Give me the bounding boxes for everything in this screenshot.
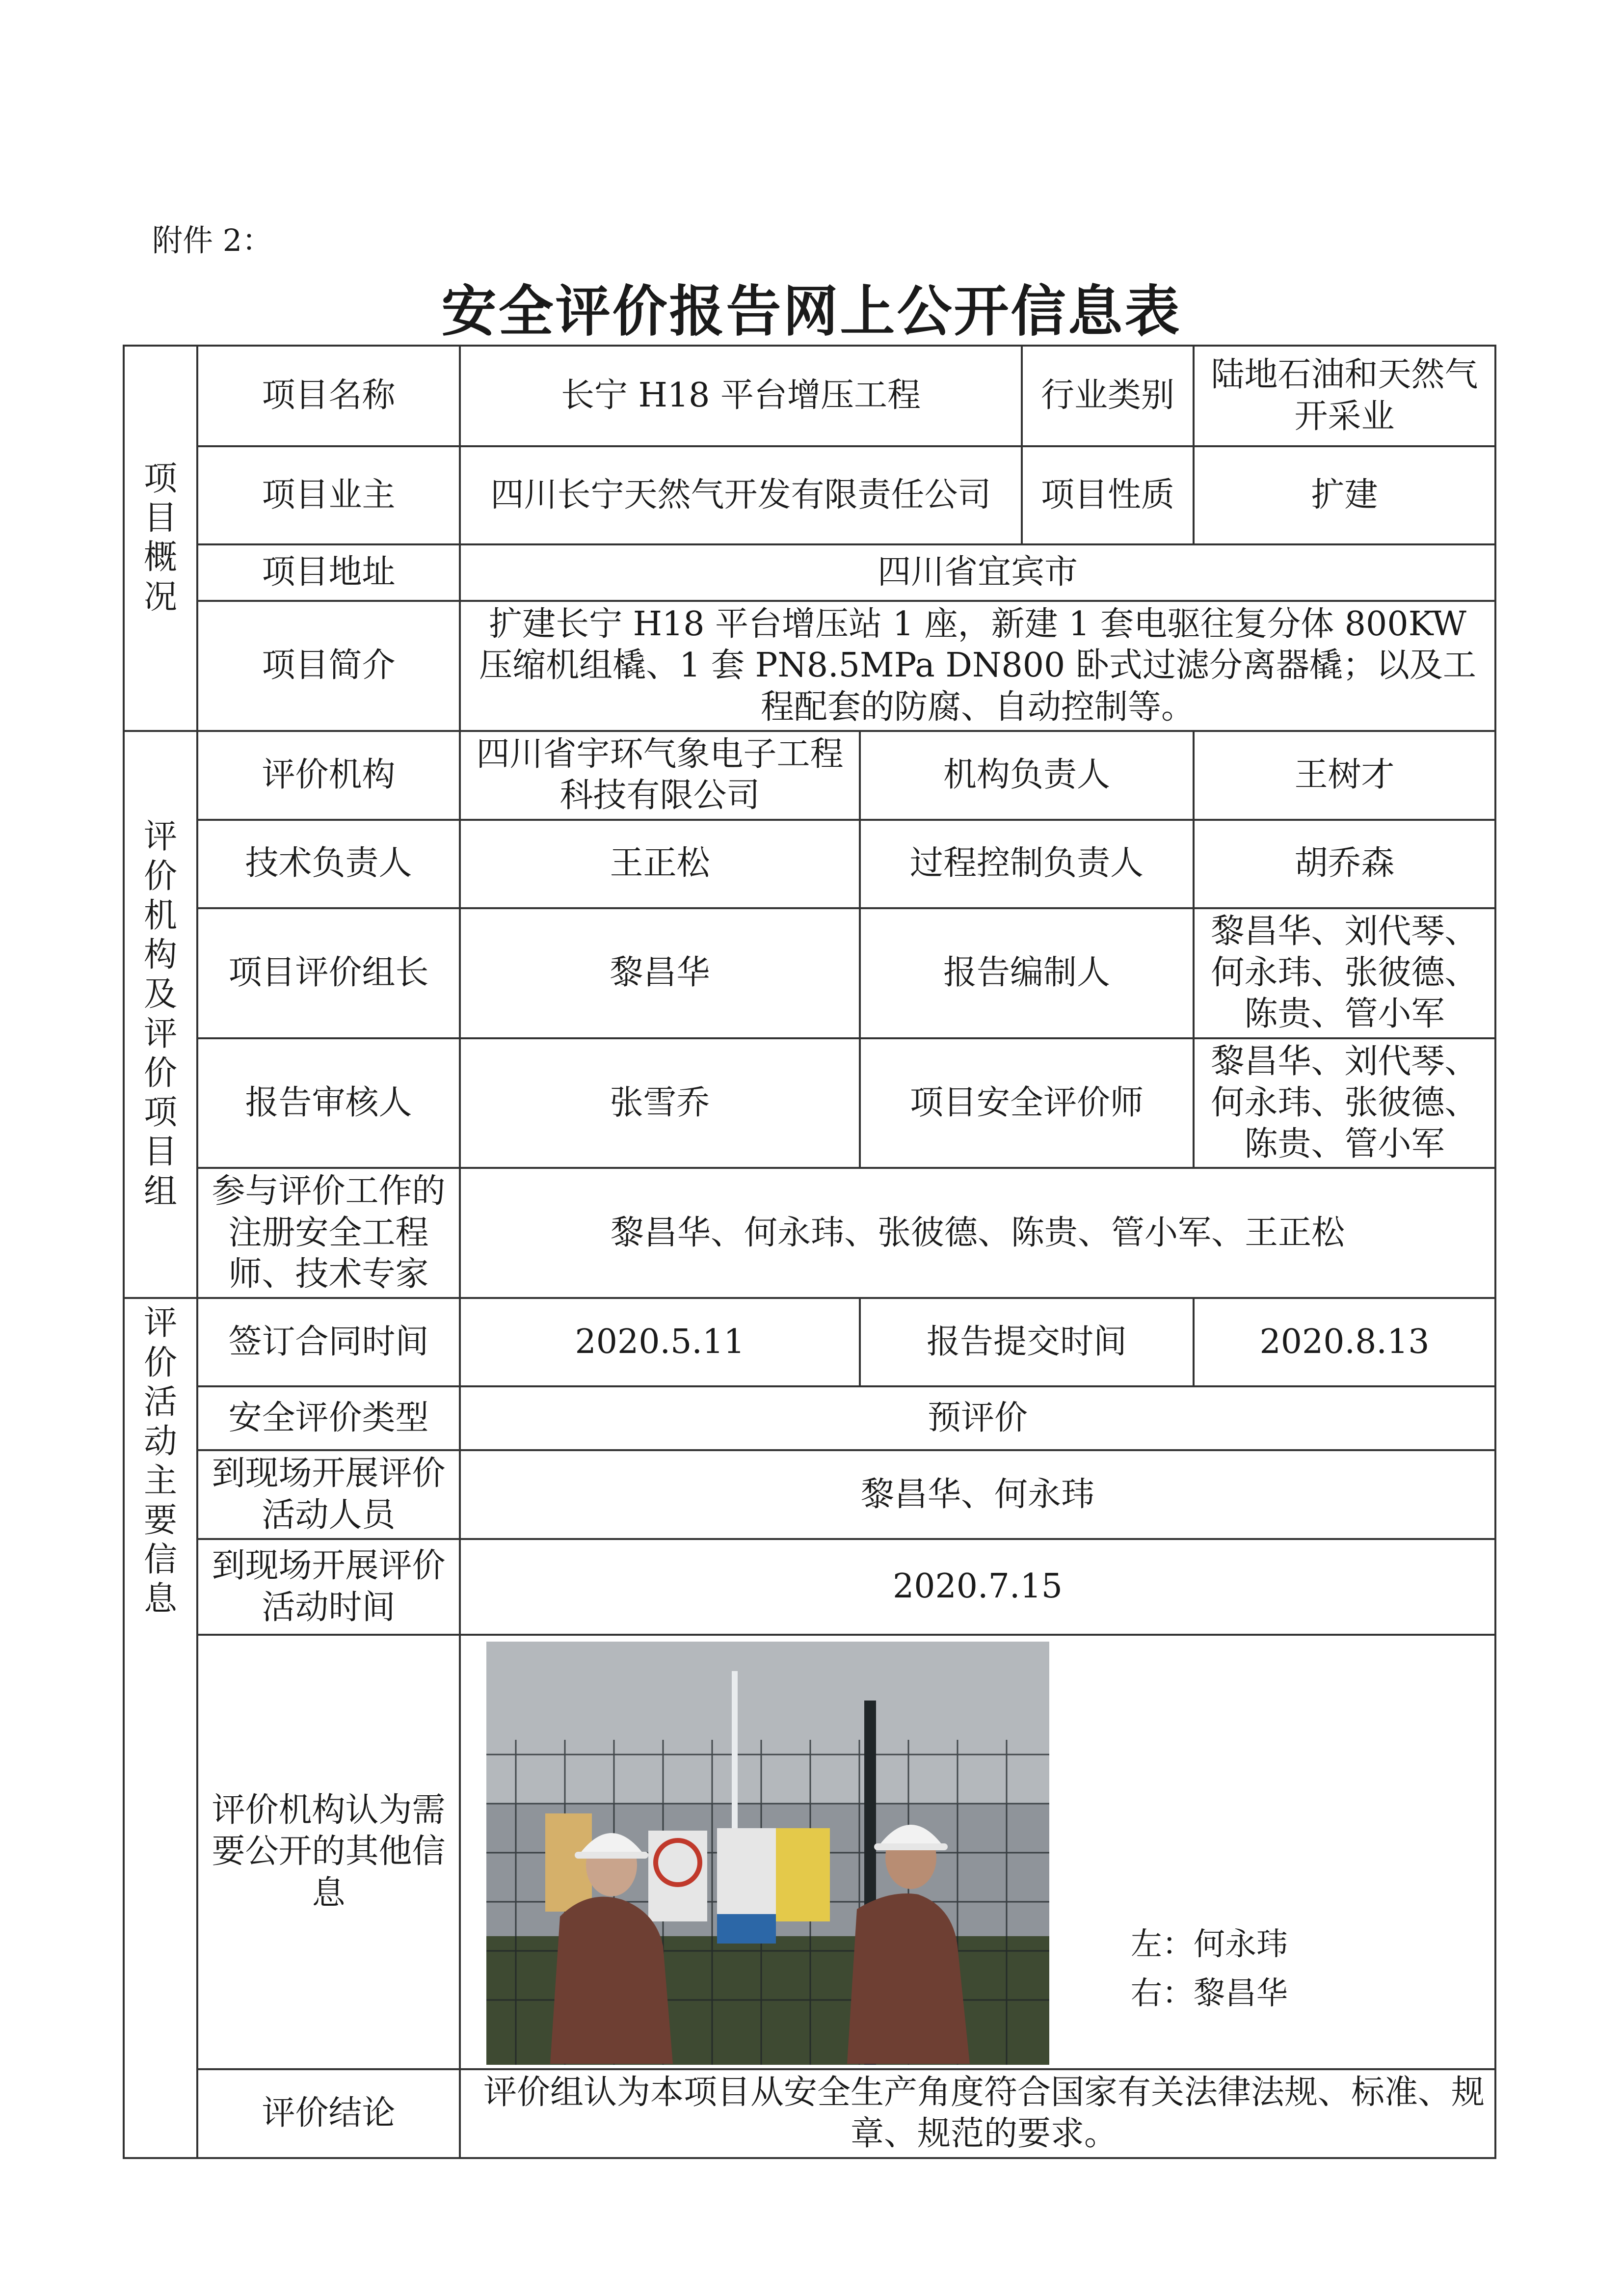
other-info-cell xyxy=(460,1635,1495,2069)
value-address: 四川省宜宾市 xyxy=(460,544,1495,601)
value-report-author: 黎昌华、刘代琴、何永玮、张彼德、陈贵、管小军 xyxy=(1194,908,1495,1038)
value-industry: 陆地石油和天然气开采业 xyxy=(1194,346,1495,446)
section-org xyxy=(124,731,197,1298)
value-submit-time: 2020.8.13 xyxy=(1194,1298,1495,1386)
value-tech-head: 王正松 xyxy=(460,820,860,908)
label-industry: 行业类别 xyxy=(1022,346,1194,446)
label-site-time: 到现场开展评价活动时间 xyxy=(197,1539,460,1635)
label-participants: 参与评价工作的注册安全工程师、技术专家 xyxy=(197,1168,460,1298)
label-agency: 评价机构 xyxy=(197,731,460,820)
label-conclusion: 评价结论 xyxy=(197,2069,460,2158)
info-table xyxy=(123,345,1496,2159)
label-address: 项目地址 xyxy=(197,544,460,601)
label-report-author: 报告编制人 xyxy=(860,908,1194,1038)
label-agency-head: 机构负责人 xyxy=(860,731,1194,820)
label-site-people: 到现场开展评价活动人员 xyxy=(197,1450,460,1539)
value-contract-time: 2020.5.11 xyxy=(460,1298,860,1386)
value-agency: 四川省宇环气象电子工程科技有限公司 xyxy=(460,731,860,820)
attachment-label: 附件 2： xyxy=(152,222,273,258)
value-team-leader: 黎昌华 xyxy=(460,908,860,1038)
value-site-people: 黎昌华、何永玮 xyxy=(460,1450,1495,1539)
label-team-leader: 项目评价组长 xyxy=(197,908,460,1038)
value-nature: 扩建 xyxy=(1194,446,1495,544)
value-safety-evaluator: 黎昌华、刘代琴、何永玮、张彼德、陈贵、管小军 xyxy=(1194,1038,1495,1168)
section-overview xyxy=(124,346,197,731)
photo-caption-right: 右：黎昌华 xyxy=(1131,1975,1288,2012)
label-project-name: 项目名称 xyxy=(197,346,460,446)
label-nature: 项目性质 xyxy=(1022,446,1194,544)
section-org-label: 评价机构及评价项目组 xyxy=(143,817,177,1211)
value-participants: 黎昌华、何永玮、张彼德、陈贵、管小军、王正松 xyxy=(460,1168,1495,1298)
label-tech-head: 技术负责人 xyxy=(197,820,460,908)
label-contract-time: 签订合同时间 xyxy=(197,1298,460,1386)
value-conclusion: 评价组认为本项目从安全生产角度符合国家有关法律法规、标准、规章、规范的要求。 xyxy=(460,2069,1495,2158)
photo-caption-left: 左：何永玮 xyxy=(1131,1926,1288,1963)
label-process-head: 过程控制负责人 xyxy=(860,820,1194,908)
value-summary: 扩建长宁 H18 平台增压站 1 座，新建 1 套电驱往复分体 800KW 压缩机组橇、1 套 PN8.5MPa DN800 卧式过滤分离器橇；以及工程配套的防腐、自动控制等。 xyxy=(460,601,1495,731)
label-submit-time: 报告提交时间 xyxy=(860,1298,1194,1386)
value-eval-type: 预评价 xyxy=(460,1386,1495,1450)
label-eval-type: 安全评价类型 xyxy=(197,1386,460,1450)
page-title: 安全评价报告网上公开信息表 xyxy=(441,280,1182,344)
label-summary: 项目简介 xyxy=(197,601,460,731)
site-photo xyxy=(486,1642,1049,2065)
label-owner: 项目业主 xyxy=(197,446,460,544)
value-project-name: 长宁 H18 平台增压工程 xyxy=(460,346,1022,446)
value-site-time: 2020.7.15 xyxy=(460,1539,1495,1635)
value-owner: 四川长宁天然气开发有限责任公司 xyxy=(460,446,1022,544)
value-process-head: 胡乔森 xyxy=(1194,820,1495,908)
value-agency-head: 王树才 xyxy=(1194,731,1495,820)
section-activity-label: 评价活动主要信息 xyxy=(143,1304,177,1619)
label-safety-evaluator: 项目安全评价师 xyxy=(860,1038,1194,1168)
section-activity xyxy=(124,1298,197,2158)
section-overview-label: 项目概况 xyxy=(143,459,177,617)
value-reviewer: 张雪乔 xyxy=(460,1038,860,1168)
label-reviewer: 报告审核人 xyxy=(197,1038,460,1168)
label-other-info: 评价机构认为需要公开的其他信息 xyxy=(197,1635,460,2069)
